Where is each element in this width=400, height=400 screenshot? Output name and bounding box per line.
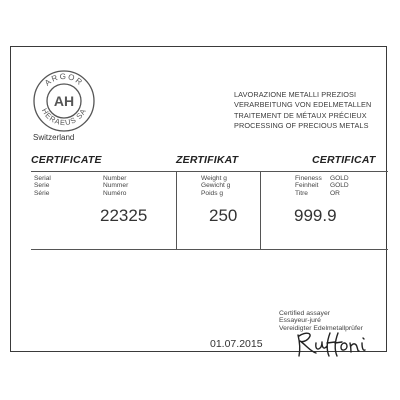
assayer-line: Essayeur-juré (279, 317, 321, 325)
fineness-label: Fineness Feinheit Titre (295, 175, 322, 197)
weight-value: 250 (209, 206, 238, 225)
title-zertifikat: ZERTIFIKAT (176, 154, 239, 166)
svg-text:HERAEUS SA: HERAEUS SA (39, 106, 89, 128)
processing-line: LAVORAZIONE METALLI PREZIOSI (234, 90, 357, 99)
title-certificate: CERTIFICATE (31, 154, 102, 166)
number-value: 22325 (100, 206, 148, 225)
svg-text:AH: AH (53, 93, 75, 109)
argor-heraeus-logo-icon (32, 69, 96, 133)
weight-label: Weight g Gewicht g Poids g (201, 175, 231, 197)
title-certificat: CERTIFICAT (312, 154, 376, 166)
fineness-value: 999.9 (294, 206, 337, 225)
column-divider (260, 172, 261, 249)
column-divider (176, 172, 177, 249)
signature-icon (294, 329, 374, 364)
svg-text:ARGOR: ARGOR (42, 71, 85, 88)
number-label: Number Nummer Numéro (103, 175, 129, 197)
country-label: Switzerland (33, 133, 75, 142)
assayer-line: Certified assayer (279, 310, 330, 317)
processing-line: PROCESSING OF PRECIOUS METALS (234, 120, 369, 130)
processing-line: TRAITEMENT DE MÉTAUX PRÉCIEUX (234, 110, 367, 120)
certificate-card (10, 46, 387, 352)
assayer-line: Vereidigter Edelmetallprüfer (279, 324, 363, 332)
processing-line: VERARBEITUNG VON EDELMETALLEN (234, 100, 372, 110)
processing-text (234, 90, 371, 131)
serial-label: Serial Serie Série (34, 175, 51, 197)
metal-label: GOLD GOLD OR (330, 175, 349, 197)
issue-date: 01.07.2015 (210, 338, 263, 350)
certificate-table (31, 171, 388, 250)
